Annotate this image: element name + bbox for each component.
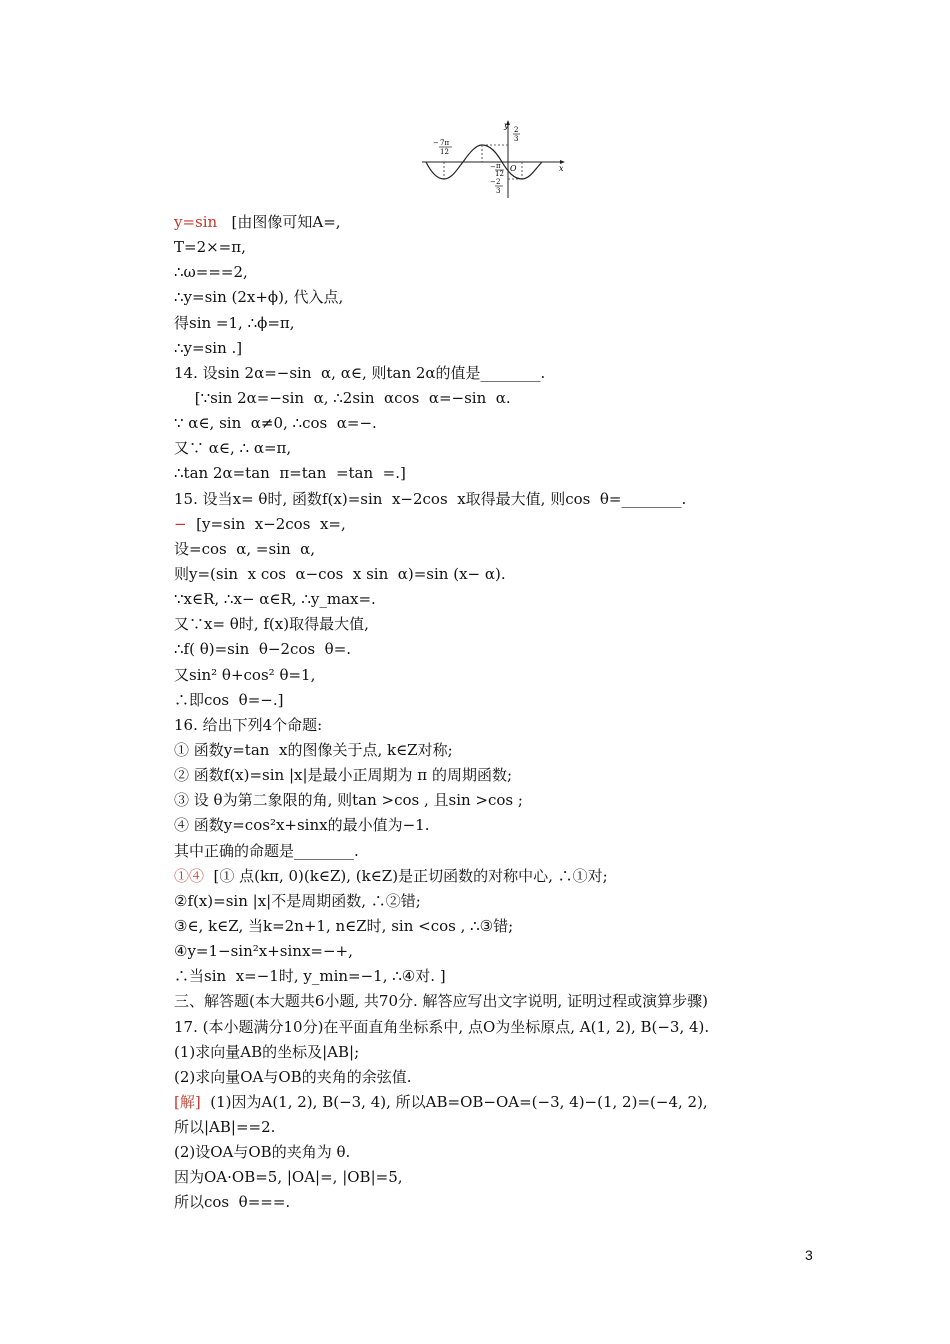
text-line: ∴y=sin (2x+ϕ), 代入点, [174,288,344,307]
text-line: ∴f( θ)=sin θ−2cos θ=. [174,640,352,659]
neg-sign-3: − [490,178,496,186]
text-line: 又∵x= θ时, f(x)取得最大值, [174,615,369,634]
axis-y-label: y [504,121,509,130]
text-line: ①④ [① 点(kπ, 0)(k∈Z), (k∈Z)是正切函数的对称中心, ∴①对; [174,866,608,885]
question-14: 14. 设sin 2α=−sin α, α∈, 则tan 2α的值是________. [174,363,546,382]
text-line: 又sin² θ+cos² θ=1, [174,665,316,684]
label-2bot: 2 [496,178,501,186]
text-line: 则y=(sin x cos α−cos x sin α)=sin (x− α). [174,564,506,583]
text-line: ② 函数f(x)=sin |x|是最小正周期为 π 的周期函数; [174,766,512,785]
neg-sign-2: − [490,163,496,171]
text-line: 所以cos θ===. [174,1193,291,1212]
label-3top: 3 [514,135,519,143]
text-line: ③ 设 θ为第二象限的角, 则tan >cos , 且sin >cos ; [174,791,523,810]
axis-x-label: x [559,164,564,173]
document-body [174,210,824,1216]
text-line: 得sin =1, ∴ϕ=π, [174,313,295,332]
question-16: 16. 给出下列4个命题: [174,715,323,734]
text-line: (2)设OA与OB的夹角为 θ. [174,1143,351,1162]
answer-mark: [解] [174,1092,201,1111]
page-number: 3 [805,1247,813,1263]
text-line: ∵ α∈, sin α≠0, ∴cos α=−. [174,414,377,433]
label-7pi: 7π [440,139,450,147]
answer-mark: − [174,514,187,533]
answer-mark: ①④ [174,866,205,885]
text-line: (2)求向量OA与OB的夹角的余弦值. [174,1067,412,1086]
text-line: ④ 函数y=cos²x+sinx的最小值为−1. [174,816,430,835]
text-line: 因为OA·OB=5, |OA|=, |OB|=5, [174,1168,403,1187]
neg-sign-1: − [433,139,439,147]
text-line: T=2×=π, [174,238,246,257]
origin-label: O [510,164,517,173]
label-12b: 12 [495,170,504,178]
text-line: ∴当sin x=−1时, y_min=−1, ∴④对. ] [174,967,446,986]
text-line: ∴tan 2α=tan π=tan =tan =.] [174,464,406,483]
label-3bot: 3 [496,187,501,195]
text-line: ∴ω===2, [174,263,248,282]
question-17: 17. (本小题满分10分)在平面直角坐标系中, 点O为坐标原点, A(1, 2), B(−3, 4). [174,1017,710,1036]
text-line: 又∵ α∈, ∴ α=π, [174,439,292,458]
text-line: y=sin [由图像可知A=, [174,213,341,231]
text-line: 其中正确的命题是________. [174,841,359,860]
text-line: 设=cos α, =sin α, [174,539,316,558]
text-line: [∵sin 2α=−sin α, ∴2sin αcos α=−sin α. [190,388,511,407]
text-line: ① 函数y=tan x的图像关于点, k∈Z对称; [174,740,453,759]
label-12a: 12 [440,148,449,156]
text-line: ∴即cos θ=−.] [174,690,284,709]
text-line: − [y=sin x−2cos x=, [174,514,346,533]
text-line: [解] (1)因为A(1, 2), B(−3, 4), 所以AB=OB−OA=(−3, 4)−(1, 2)=(−4, 2), [174,1092,708,1111]
text-line: ∴y=sin .] [174,338,243,357]
label-pi: π [496,162,501,170]
question-15: 15. 设当x= θ时, 函数f(x)=sin x−2cos x取得最大值, 则cos θ=________. [174,489,687,508]
answer-mark: y=sin [174,213,218,231]
text-line: (1)求向量AB的坐标及|AB|; [174,1042,360,1061]
text-line: ∵x∈R, ∴x− α∈R, ∴y_max=. [174,590,376,609]
text-line: ③∈, k∈Z, 当k=2n+1, n∈Z时, sin <cos , ∴③错; [174,916,514,935]
text-line: ④y=1−sin²x+sinx=−+, [174,942,353,961]
section-heading: 三、解答题(本大题共6小题, 共70分. 解答应写出文字说明, 证明过程或演算步骤) [174,992,708,1011]
text-line: ②f(x)=sin |x|不是周期函数, ∴②错; [174,891,421,910]
label-2top: 2 [514,126,519,134]
text-line: 所以|AB|==2. [174,1118,276,1137]
sine-graph-figure [418,118,568,200]
